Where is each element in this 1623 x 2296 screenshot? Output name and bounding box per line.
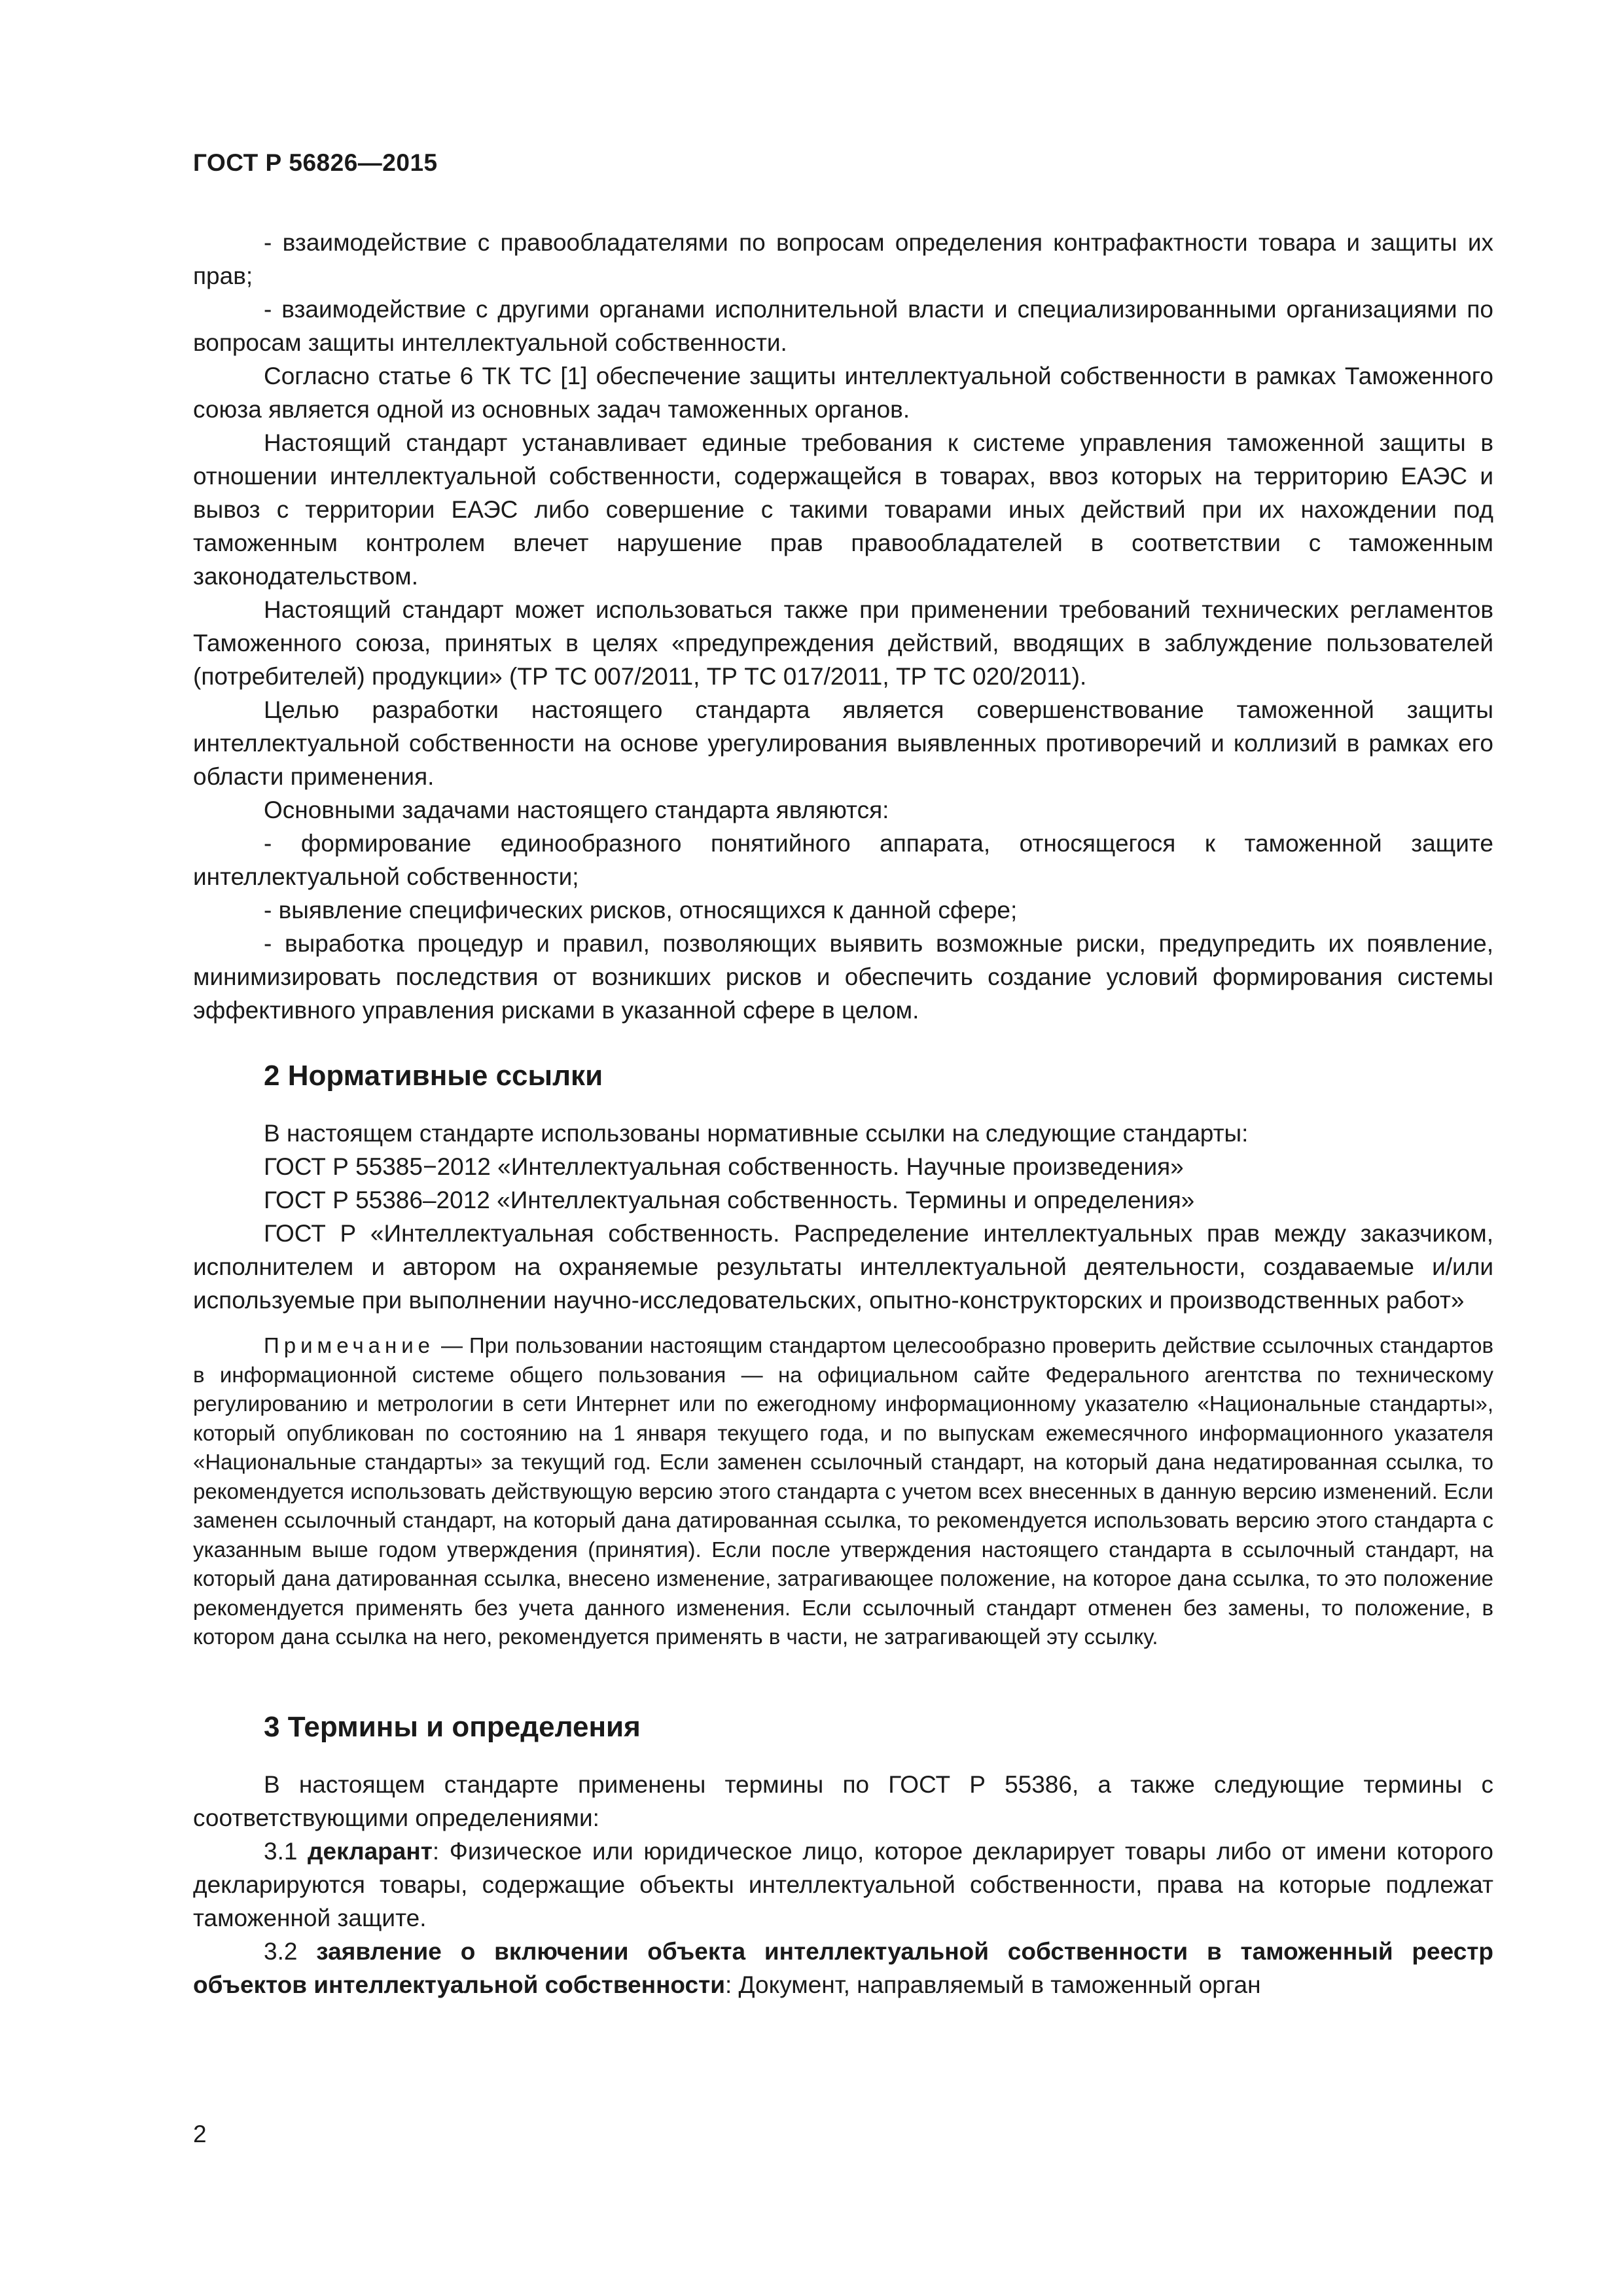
reference-item: ГОСТ Р 55386–2012 «Интеллектуальная собственность. Термины и определения» <box>264 1187 1195 1213</box>
note-text: — При пользовании настоящим стандартом целесообразно проверить действие ссылочных стандартов в информационной системе общего пользования — на официальном сайте Федерального агентства по техническому регулированию и метрологии в сети Интернет или по ежегодному информационному указателю «Национальные стандарты», который опубликован по состоянию на 1 января текущего года, и по выпускам ежемесячного информационного указателя «Национальные стандарты» за текущий год. Если заменен ссылочный стандарт, на который дана недатированная ссылка, то рекомендуется использовать действующую версию этого стандарта с учетом всех внесенных в данную версию изменений. Если заменен ссылочный стандарт, на который дана датированная ссылка, то рекомендуется использовать версию этого стандарта с указанным выше годом утверждения (принятия). Если после утверждения настоящего стандарта в ссылочный стандарт, на который дана датированная ссылка, внесено изменение, затрагивающее положение, на которое дана ссылка, то это положение рекомендуется применять без учета данного изменения. Если ссылочный стандарт отменен без замены, то положение, в котором дана ссылка на него, рекомендуется применять в части, не затрагивающей эту ссылку. <box>193 1333 1493 1649</box>
paragraph: Целью разработки настоящего стандарта является совершенствование таможенной защиты интеллектуальной собственности на основе урегулирования выявленных противоречий и коллизий в рамках его области применения. <box>193 696 1493 790</box>
term-definition <box>193 1835 1493 1935</box>
page-number: 2 <box>193 2121 207 2147</box>
reference-item: ГОСТ Р 55385−2012 «Интеллектуальная собственность. Научные произведения» <box>264 1153 1184 1180</box>
paragraph: В настоящем стандарте использованы нормативные ссылки на следующие стандарты: <box>264 1120 1249 1147</box>
paragraph: - формирование единообразного понятийного аппарата, относящегося к таможенной защите интеллектуальной собственности; <box>193 830 1493 890</box>
paragraph: - взаимодействие с другими органами исполнительной власти и специализированными организациями по вопросам защиты интеллектуальной собственности. <box>193 296 1493 356</box>
reference-item: ГОСТ Р «Интеллектуальная собственность. Распределение интеллектуальных прав между заказчиком, исполнителем и автором на охраняемые результаты интеллектуальной деятельности, создаваемые и/или используемые при выполнении научно-исследовательских, опытно-конструкторских и производственных работ» <box>193 1220 1493 1314</box>
paragraph: - выявление специфических рисков, относящихся к данной сфере; <box>264 897 1018 924</box>
document-header: ГОСТ Р 56826—2015 <box>193 149 438 176</box>
section-heading-normative-references: 2 Нормативные ссылки <box>264 1060 603 1092</box>
paragraph: Основными задачами настоящего стандарта являются: <box>264 797 889 823</box>
page-content <box>193 226 1493 2001</box>
paragraph: Настоящий стандарт может использоваться также при применении требований технических регламентов Таможенного союза, принятых в целях «предупреждения действий, вводящих в заблуждение пользователей (потребителей) продукции» (ТР ТС 007/2011, ТР ТС 017/2011, ТР ТС 020/2011). <box>193 596 1493 690</box>
term-name: заявление о включении объекта интеллектуальной собственности в таможенный реестр объектов интеллектуальной собственности <box>193 1937 1493 1998</box>
term-number: 3.1 <box>264 1837 308 1865</box>
paragraph: В настоящем стандарте применены термины по ГОСТ Р 55386, а также следующие термины с соответствующими определениями: <box>193 1770 1493 1831</box>
paragraph: Согласно статье 6 ТК ТС [1] обеспечение защиты интеллектуальной собственности в рамках Таможенного союза является одной из основных задач таможенных органов. <box>193 363 1493 423</box>
note-label: Примечание <box>264 1333 435 1357</box>
term-name: декларант <box>308 1837 433 1865</box>
section-heading-terms: 3 Термины и определения <box>264 1710 641 1743</box>
term-definition <box>193 1935 1493 2001</box>
term-text: : Документ, направляемый в таможенный орган <box>724 1971 1261 1998</box>
term-text: : Физическое или юридическое лицо, которое декларирует товары либо от имени которого декларируются товары, содержащие объекты интеллектуальной собственности, права на которые подлежат таможенной защите. <box>193 1837 1493 1931</box>
term-number: 3.2 <box>264 1937 317 1965</box>
note <box>193 1331 1493 1652</box>
paragraph: - выработка процедур и правил, позволяющих выявить возможные риски, предупредить их появление, минимизировать последствия от возникших рисков и обеспечить создание условий формирования системы эффективного управления рисками в указанной сфере в целом. <box>193 930 1493 1024</box>
paragraph: - взаимодействие с правообладателями по вопросам определения контрафактности товара и защиты их прав; <box>193 229 1493 289</box>
paragraph: Настоящий стандарт устанавливает единые требования к системе управления таможенной защиты в отношении интеллектуальной собственности, содержащейся в товарах, ввоз которых на территорию ЕАЭС и вывоз с территории ЕАЭС либо совершение с такими товарами иных действий при их нахождении под таможенным контролем влечет нарушение прав правообладателей в соответствии с таможенным законодательством. <box>193 429 1493 590</box>
